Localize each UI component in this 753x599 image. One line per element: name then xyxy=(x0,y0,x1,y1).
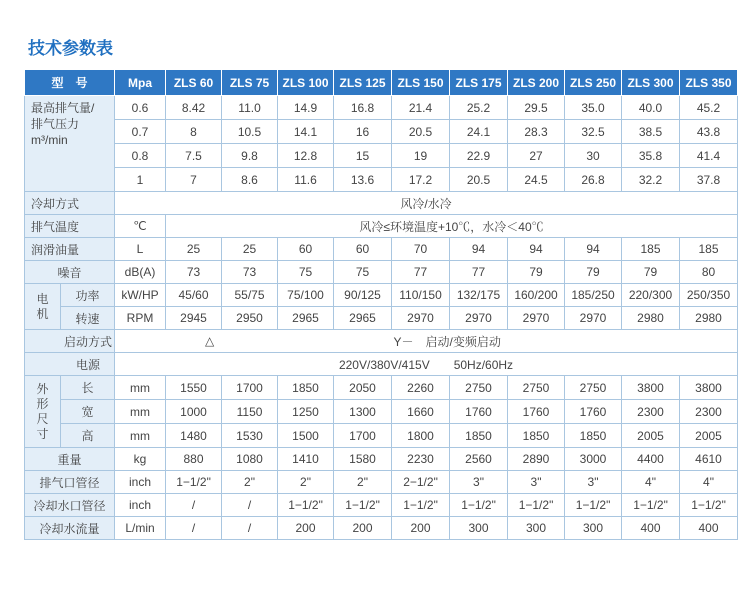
dimensions-group-char: 形 xyxy=(36,396,49,411)
spec-table xyxy=(24,69,738,540)
exhaust-pipe-label: 排气口管径 xyxy=(25,471,115,494)
value-cell: 77 xyxy=(392,261,450,284)
value-cell: 14.9 xyxy=(278,96,334,120)
value-cell: 1800 xyxy=(392,424,450,448)
value-cell: 1850 xyxy=(508,424,565,448)
value-cell: 17.2 xyxy=(392,168,450,192)
value-cell: 41.4 xyxy=(680,144,738,168)
cooling-row xyxy=(25,192,738,215)
power-supply-value: 220V/380V/415V 50Hz/60Hz xyxy=(115,353,738,376)
exhaust-temp-row xyxy=(25,215,738,238)
value-cell: 12.8 xyxy=(278,144,334,168)
noise-row xyxy=(25,261,738,284)
exhaust-temp-label: 排气温度 xyxy=(25,215,115,238)
value-cell: 45/60 xyxy=(166,284,222,307)
value-cell: 70 xyxy=(392,238,450,261)
value-cell: 4400 xyxy=(622,448,680,471)
value-cell: 73 xyxy=(166,261,222,284)
value-cell: 1000 xyxy=(166,400,222,424)
value-cell: 1−1/2" xyxy=(278,494,334,517)
value-cell: / xyxy=(222,494,278,517)
pressure-cell: 1 xyxy=(115,168,166,192)
pressure-cell: 0.6 xyxy=(115,96,166,120)
value-cell: 2−1/2" xyxy=(392,471,450,494)
value-cell: 1−1/2" xyxy=(166,471,222,494)
value-cell: 110/150 xyxy=(392,284,450,307)
value-cell: 7.5 xyxy=(166,144,222,168)
value-cell: 73 xyxy=(222,261,278,284)
value-cell: 79 xyxy=(508,261,565,284)
value-cell: 1−1/2" xyxy=(392,494,450,517)
dimensions-group-char: 尺 xyxy=(36,411,49,426)
value-cell: 32.2 xyxy=(622,168,680,192)
value-cell: 10.5 xyxy=(222,120,278,144)
dimension-width-row xyxy=(25,400,738,424)
value-cell: 2005 xyxy=(680,424,738,448)
length-label: 长 xyxy=(61,376,115,400)
value-cell: 2970 xyxy=(508,307,565,330)
value-cell: 94 xyxy=(450,238,508,261)
model-column-header: ZLS 350 xyxy=(680,70,738,96)
header-row xyxy=(25,70,738,96)
model-column-header: ZLS 250 xyxy=(565,70,622,96)
value-cell: 4610 xyxy=(680,448,738,471)
value-cell: 185/250 xyxy=(565,284,622,307)
height-label: 高 xyxy=(61,424,115,448)
unit-cell: RPM xyxy=(115,307,166,330)
value-cell: 2890 xyxy=(508,448,565,471)
pressure-cell: 0.8 xyxy=(115,144,166,168)
value-cell: 300 xyxy=(450,517,508,540)
value-cell: 1660 xyxy=(392,400,450,424)
start-method-row xyxy=(25,330,738,353)
value-cell: 185 xyxy=(680,238,738,261)
value-cell: 16.8 xyxy=(334,96,392,120)
value-cell: 37.8 xyxy=(680,168,738,192)
value-cell: 40.0 xyxy=(622,96,680,120)
value-cell: 3" xyxy=(508,471,565,494)
dimensions-group-label xyxy=(25,376,61,448)
exhaust-temp-value: 风冷≤环境温度+10℃，水冷＜40℃ xyxy=(166,215,738,238)
flow-row xyxy=(25,144,738,168)
value-cell: 1−1/2" xyxy=(622,494,680,517)
value-cell: 60 xyxy=(334,238,392,261)
motor-power-row xyxy=(25,284,738,307)
value-cell: 1700 xyxy=(334,424,392,448)
unit-cell: mm xyxy=(115,400,166,424)
value-cell: 2050 xyxy=(334,376,392,400)
value-cell: 1500 xyxy=(278,424,334,448)
weight-row xyxy=(25,448,738,471)
value-cell: 300 xyxy=(508,517,565,540)
value-cell: 1−1/2" xyxy=(508,494,565,517)
value-cell: 27 xyxy=(508,144,565,168)
value-cell: 7 xyxy=(166,168,222,192)
value-cell: 132/175 xyxy=(450,284,508,307)
value-cell: 9.8 xyxy=(222,144,278,168)
flow-row xyxy=(25,120,738,144)
value-cell: 1850 xyxy=(450,424,508,448)
oil-row xyxy=(25,238,738,261)
value-cell: 22.9 xyxy=(450,144,508,168)
value-cell: 1−1/2" xyxy=(565,494,622,517)
value-cell: 29.5 xyxy=(508,96,565,120)
value-cell: 2965 xyxy=(334,307,392,330)
value-cell: 2750 xyxy=(450,376,508,400)
water-pipe-row xyxy=(25,494,738,517)
value-cell: 1550 xyxy=(166,376,222,400)
value-cell: 20.5 xyxy=(450,168,508,192)
dimensions-group-char: 寸 xyxy=(36,426,49,441)
value-cell: 1250 xyxy=(278,400,334,424)
value-cell: 2970 xyxy=(450,307,508,330)
value-cell: 2965 xyxy=(278,307,334,330)
model-column-header: ZLS 200 xyxy=(508,70,565,96)
unit-cell: mm xyxy=(115,424,166,448)
value-cell: 25 xyxy=(222,238,278,261)
motor-group-char: 机 xyxy=(36,306,49,321)
value-cell: / xyxy=(222,517,278,540)
unit-cell: kg xyxy=(115,448,166,471)
value-cell: 2230 xyxy=(392,448,450,471)
value-cell: 30 xyxy=(565,144,622,168)
exhaust-pipe-row xyxy=(25,471,738,494)
model-column-header: ZLS 150 xyxy=(392,70,450,96)
power-supply-label: 电源 xyxy=(25,353,115,376)
value-cell: / xyxy=(166,494,222,517)
value-cell: 2750 xyxy=(508,376,565,400)
flow-label-line: 排气压力 xyxy=(31,117,80,131)
value-cell: 1480 xyxy=(166,424,222,448)
value-cell: 21.4 xyxy=(392,96,450,120)
value-cell: 25.2 xyxy=(450,96,508,120)
model-column-header: ZLS 75 xyxy=(222,70,278,96)
value-cell: 11.0 xyxy=(222,96,278,120)
value-cell: 3" xyxy=(565,471,622,494)
oil-label: 润滑油量 xyxy=(25,238,115,261)
value-cell: 2970 xyxy=(392,307,450,330)
value-cell: 38.5 xyxy=(622,120,680,144)
value-cell: 8 xyxy=(166,120,222,144)
value-cell: 2" xyxy=(278,471,334,494)
value-cell: 2260 xyxy=(392,376,450,400)
unit-cell: inch xyxy=(115,471,166,494)
value-cell: 1300 xyxy=(334,400,392,424)
value-cell: 3800 xyxy=(622,376,680,400)
value-cell: 94 xyxy=(508,238,565,261)
value-cell: 11.6 xyxy=(278,168,334,192)
value-cell: 2300 xyxy=(680,400,738,424)
value-cell: 300 xyxy=(565,517,622,540)
model-column-header: ZLS 125 xyxy=(334,70,392,96)
start-method-value-b: Y－ 启动/变频启动 xyxy=(392,330,738,353)
value-cell: 1150 xyxy=(222,400,278,424)
value-cell: 60 xyxy=(278,238,334,261)
value-cell: 2" xyxy=(222,471,278,494)
dimension-length-row xyxy=(25,376,738,400)
value-cell: 3" xyxy=(450,471,508,494)
flow-row xyxy=(25,168,738,192)
value-cell: 1760 xyxy=(450,400,508,424)
unit-cell: L/min xyxy=(115,517,166,540)
value-cell: 185 xyxy=(622,238,680,261)
noise-label: 噪音 xyxy=(25,261,115,284)
motor-group-char: 电 xyxy=(36,291,49,306)
value-cell: 14.1 xyxy=(278,120,334,144)
value-cell: 24.1 xyxy=(450,120,508,144)
unit-cell: ℃ xyxy=(115,215,166,238)
model-column-header: ZLS 100 xyxy=(278,70,334,96)
value-cell: 250/350 xyxy=(680,284,738,307)
cooling-label: 冷却方式 xyxy=(25,192,115,215)
value-cell: 1700 xyxy=(222,376,278,400)
value-cell: 3800 xyxy=(680,376,738,400)
value-cell: 880 xyxy=(166,448,222,471)
unit-cell: L xyxy=(115,238,166,261)
value-cell: 43.8 xyxy=(680,120,738,144)
value-cell: 4" xyxy=(680,471,738,494)
page-title: 技术参数表 xyxy=(28,39,113,59)
value-cell: 1760 xyxy=(565,400,622,424)
value-cell: 2950 xyxy=(222,307,278,330)
value-cell: 1−1/2" xyxy=(680,494,738,517)
value-cell: 94 xyxy=(565,238,622,261)
start-method-label: 启动方式 xyxy=(25,330,115,353)
value-cell: 1850 xyxy=(278,376,334,400)
value-cell: 8.6 xyxy=(222,168,278,192)
unit-cell: inch xyxy=(115,494,166,517)
value-cell: 79 xyxy=(622,261,680,284)
water-flow-row xyxy=(25,517,738,540)
unit-cell: mm xyxy=(115,376,166,400)
value-cell: 1760 xyxy=(508,400,565,424)
value-cell: 2" xyxy=(334,471,392,494)
value-cell: 77 xyxy=(450,261,508,284)
value-cell: 2970 xyxy=(565,307,622,330)
value-cell: 13.6 xyxy=(334,168,392,192)
power-supply-row xyxy=(25,353,738,376)
value-cell: 200 xyxy=(278,517,334,540)
value-cell: 1080 xyxy=(222,448,278,471)
value-cell: 55/75 xyxy=(222,284,278,307)
value-cell: 3000 xyxy=(565,448,622,471)
value-cell: 1410 xyxy=(278,448,334,471)
value-cell: 1−1/2" xyxy=(450,494,508,517)
value-cell: 2750 xyxy=(565,376,622,400)
value-cell: 45.2 xyxy=(680,96,738,120)
value-cell: 2945 xyxy=(166,307,222,330)
model-column-header: ZLS 60 xyxy=(166,70,222,96)
dimension-height-row xyxy=(25,424,738,448)
value-cell: 75 xyxy=(334,261,392,284)
value-cell: 4" xyxy=(622,471,680,494)
value-cell: 32.5 xyxy=(565,120,622,144)
value-cell: 220/300 xyxy=(622,284,680,307)
value-cell: 400 xyxy=(622,517,680,540)
value-cell: 2300 xyxy=(622,400,680,424)
value-cell: 200 xyxy=(392,517,450,540)
value-cell: 160/200 xyxy=(508,284,565,307)
value-cell: 200 xyxy=(334,517,392,540)
value-cell: 24.5 xyxy=(508,168,565,192)
value-cell: 28.3 xyxy=(508,120,565,144)
value-cell: 2005 xyxy=(622,424,680,448)
water-pipe-label: 冷却水口管径 xyxy=(25,494,115,517)
value-cell: 19 xyxy=(392,144,450,168)
width-label: 宽 xyxy=(61,400,115,424)
value-cell: 80 xyxy=(680,261,738,284)
value-cell: 1−1/2" xyxy=(334,494,392,517)
value-cell: 75 xyxy=(278,261,334,284)
flow-label xyxy=(25,96,115,192)
value-cell: 16 xyxy=(334,120,392,144)
model-column-header: ZLS 300 xyxy=(622,70,680,96)
weight-label: 重量 xyxy=(25,448,115,471)
unit-cell: dB(A) xyxy=(115,261,166,284)
value-cell: 8.42 xyxy=(166,96,222,120)
value-cell: 1580 xyxy=(334,448,392,471)
value-cell: 400 xyxy=(680,517,738,540)
speed-label: 转速 xyxy=(61,307,115,330)
flow-label-line: 最高排气量/ xyxy=(31,101,95,115)
pressure-cell: 0.7 xyxy=(115,120,166,144)
value-cell: 1850 xyxy=(565,424,622,448)
cooling-value: 风冷/水冷 xyxy=(115,192,738,215)
value-cell: 26.8 xyxy=(565,168,622,192)
value-cell: 15 xyxy=(334,144,392,168)
start-method-value-a: △ xyxy=(115,330,392,353)
value-cell: 75/100 xyxy=(278,284,334,307)
flow-row xyxy=(25,96,738,120)
motor-group-label xyxy=(25,284,61,330)
value-cell: 25 xyxy=(166,238,222,261)
value-cell: 2980 xyxy=(680,307,738,330)
model-column-header: ZLS 175 xyxy=(450,70,508,96)
value-cell: / xyxy=(166,517,222,540)
dimensions-group-char: 外 xyxy=(36,381,49,396)
water-flow-label: 冷却水流量 xyxy=(25,517,115,540)
unit-header: Mpa xyxy=(115,70,166,96)
power-label: 功率 xyxy=(61,284,115,307)
value-cell: 20.5 xyxy=(392,120,450,144)
value-cell: 90/125 xyxy=(334,284,392,307)
value-cell: 1530 xyxy=(222,424,278,448)
unit-cell: kW/HP xyxy=(115,284,166,307)
value-cell: 2560 xyxy=(450,448,508,471)
value-cell: 2980 xyxy=(622,307,680,330)
value-cell: 79 xyxy=(565,261,622,284)
flow-label-line: m³/min xyxy=(31,133,68,147)
motor-speed-row xyxy=(25,307,738,330)
value-cell: 35.0 xyxy=(565,96,622,120)
model-header: 型 号 xyxy=(25,70,115,96)
value-cell: 35.8 xyxy=(622,144,680,168)
